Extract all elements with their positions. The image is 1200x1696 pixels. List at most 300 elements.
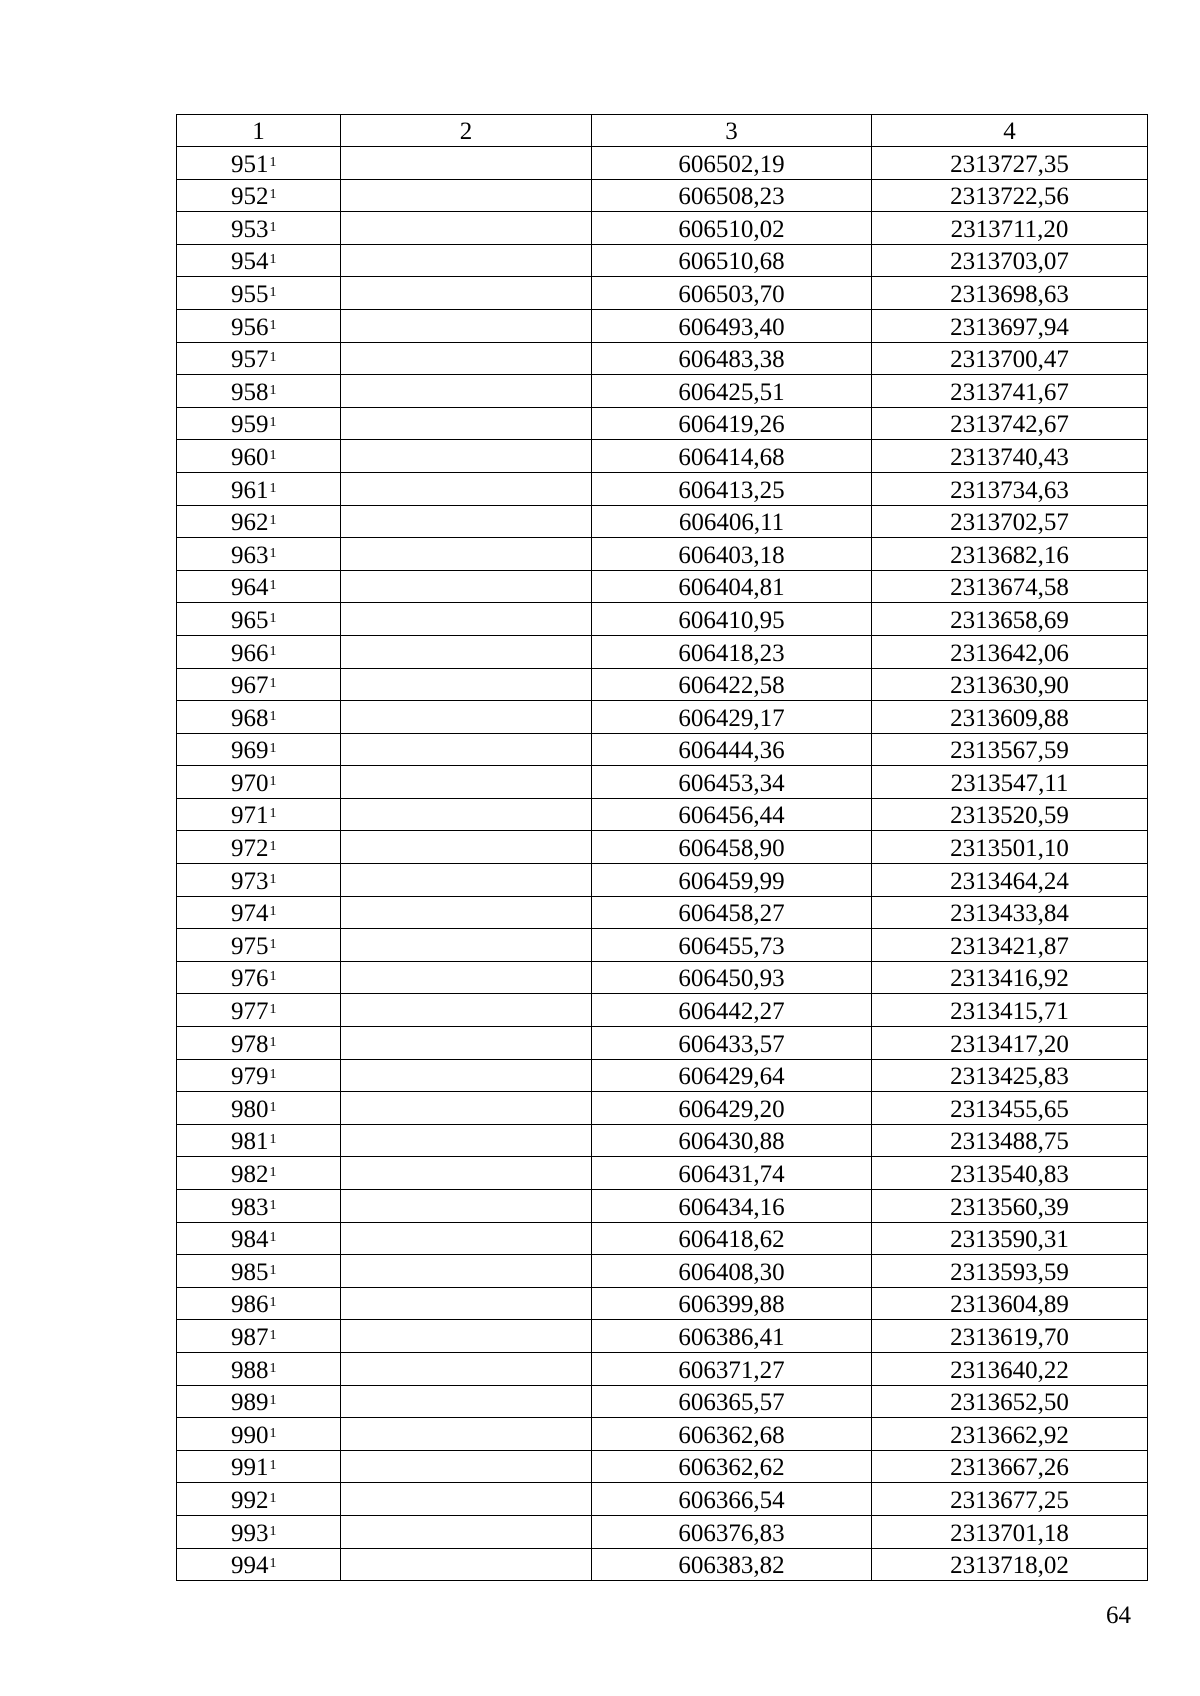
point-number-cell: [177, 570, 341, 603]
y-coordinate-cell: 2313722,56: [872, 179, 1148, 212]
point-superscript: 1: [269, 1393, 277, 1409]
x-coordinate-cell: 606431,74: [592, 1157, 872, 1190]
point-number: 953: [231, 215, 269, 243]
x-coordinate-cell: 606362,68: [592, 1418, 872, 1451]
x-coordinate-cell: 606459,99: [592, 864, 872, 897]
x-coordinate-cell: 606453,34: [592, 766, 872, 799]
point-number: 987: [231, 1323, 269, 1351]
point-superscript: 1: [269, 1490, 277, 1506]
page-number: 64: [1106, 1602, 1131, 1629]
col2-cell: [341, 342, 592, 375]
x-coordinate-cell: 606414,68: [592, 440, 872, 473]
point-superscript: 1: [269, 904, 277, 920]
point-number-cell: [177, 635, 341, 668]
point-superscript: 1: [269, 480, 277, 496]
point-number: 982: [231, 1161, 269, 1188]
point-superscript: 1: [269, 773, 277, 789]
table-row: [177, 1320, 1148, 1353]
x-coordinate-cell: 606366,54: [592, 1483, 872, 1516]
table-row: [177, 1124, 1148, 1157]
table-row: [177, 309, 1148, 342]
col2-cell: [341, 472, 592, 505]
point-number: 979: [231, 1063, 269, 1091]
point-number-cell: [177, 277, 341, 310]
point-number-cell: [177, 961, 341, 994]
col2-cell: [341, 1483, 592, 1516]
point-number-cell: [177, 929, 341, 962]
col2-cell: [341, 1027, 592, 1060]
point-superscript: 1: [269, 415, 277, 431]
x-coordinate-cell: 606503,70: [592, 277, 872, 310]
point-number-cell: [177, 1548, 341, 1581]
header-col-1: 1: [177, 115, 341, 147]
x-coordinate-cell: 606362,62: [592, 1450, 872, 1483]
point-superscript: 1: [269, 1197, 277, 1213]
col2-cell: [341, 994, 592, 1027]
x-coordinate-cell: 606365,57: [592, 1385, 872, 1418]
y-coordinate-cell: 2313642,06: [872, 635, 1148, 668]
col2-cell: [341, 635, 592, 668]
col2-cell: [341, 668, 592, 701]
col2-cell: [341, 1450, 592, 1483]
col2-cell: [341, 1157, 592, 1190]
point-number-cell: [177, 798, 341, 831]
point-superscript: 1: [269, 1523, 277, 1539]
point-number: 961: [231, 476, 269, 504]
point-number: 969: [231, 737, 269, 765]
point-superscript: 1: [269, 154, 277, 170]
point-superscript: 1: [269, 936, 277, 952]
y-coordinate-cell: 2313697,94: [872, 309, 1148, 342]
point-number: 970: [231, 769, 269, 797]
point-number-cell: [177, 309, 341, 342]
y-coordinate-cell: 2313415,71: [872, 994, 1148, 1027]
y-coordinate-cell: 2313604,89: [872, 1287, 1148, 1320]
point-number-cell: [177, 1190, 341, 1223]
col2-cell: [341, 1190, 592, 1223]
col2-cell: [341, 603, 592, 636]
y-coordinate-cell: 2313667,26: [872, 1450, 1148, 1483]
table-row: [177, 733, 1148, 766]
point-number-cell: [177, 766, 341, 799]
y-coordinate-cell: 2313520,59: [872, 798, 1148, 831]
point-number-cell: [177, 994, 341, 1027]
y-coordinate-cell: 2313742,67: [872, 407, 1148, 440]
x-coordinate-cell: 606399,88: [592, 1287, 872, 1320]
y-coordinate-cell: 2313488,75: [872, 1124, 1148, 1157]
col2-cell: [341, 961, 592, 994]
point-number-cell: [177, 505, 341, 538]
point-number-cell: [177, 1124, 341, 1157]
point-number-cell: [177, 1287, 341, 1320]
point-superscript: 1: [269, 1002, 277, 1018]
col2-cell: [341, 440, 592, 473]
point-number: 989: [231, 1389, 269, 1417]
point-number: 968: [231, 704, 269, 732]
table-row: [177, 701, 1148, 734]
point-number-cell: [177, 342, 341, 375]
point-superscript: 1: [269, 252, 277, 268]
y-coordinate-cell: 2313630,90: [872, 668, 1148, 701]
table-row: [177, 831, 1148, 864]
y-coordinate-cell: 2313464,24: [872, 864, 1148, 897]
table-row: [177, 1059, 1148, 1092]
point-superscript: 1: [269, 1458, 277, 1474]
point-number-cell: [177, 701, 341, 734]
table-row: [177, 1352, 1148, 1385]
table-row: [177, 505, 1148, 538]
x-coordinate-cell: 606408,30: [592, 1255, 872, 1288]
table-row: [177, 929, 1148, 962]
point-number: 966: [231, 639, 269, 667]
point-number: 974: [231, 900, 269, 928]
x-coordinate-cell: 606418,62: [592, 1222, 872, 1255]
y-coordinate-cell: 2313727,35: [872, 147, 1148, 180]
table-row: [177, 603, 1148, 636]
x-coordinate-cell: 606510,68: [592, 244, 872, 277]
table-row: [177, 1515, 1148, 1548]
y-coordinate-cell: 2313702,57: [872, 505, 1148, 538]
point-number-cell: [177, 440, 341, 473]
point-superscript: 1: [269, 578, 277, 594]
point-superscript: 1: [269, 1327, 277, 1343]
y-coordinate-cell: 2313593,59: [872, 1255, 1148, 1288]
x-coordinate-cell: 606434,16: [592, 1190, 872, 1223]
col2-cell: [341, 244, 592, 277]
point-superscript: 1: [269, 513, 277, 529]
y-coordinate-cell: 2313674,58: [872, 570, 1148, 603]
point-superscript: 1: [269, 1230, 277, 1246]
x-coordinate-cell: 606429,64: [592, 1059, 872, 1092]
table-row: [177, 1222, 1148, 1255]
y-coordinate-cell: 2313677,25: [872, 1483, 1148, 1516]
y-coordinate-cell: 2313662,92: [872, 1418, 1148, 1451]
point-number: 991: [231, 1454, 269, 1482]
x-coordinate-cell: 606455,73: [592, 929, 872, 962]
table-row: [177, 147, 1148, 180]
x-coordinate-cell: 606429,20: [592, 1092, 872, 1125]
point-number: 981: [231, 1128, 269, 1156]
col2-cell: [341, 1515, 592, 1548]
point-superscript: 1: [269, 1099, 277, 1115]
point-number-cell: [177, 733, 341, 766]
point-number: 960: [231, 443, 269, 471]
point-superscript: 1: [269, 219, 277, 235]
table-body: [177, 147, 1148, 1581]
col2-cell: [341, 1287, 592, 1320]
point-number-cell: [177, 212, 341, 245]
x-coordinate-cell: 606371,27: [592, 1352, 872, 1385]
point-superscript: 1: [269, 317, 277, 333]
point-superscript: 1: [269, 1067, 277, 1083]
x-coordinate-cell: 606403,18: [592, 538, 872, 571]
y-coordinate-cell: 2313718,02: [872, 1548, 1148, 1581]
table-row: [177, 1092, 1148, 1125]
x-coordinate-cell: 606430,88: [592, 1124, 872, 1157]
header-col-2: 2: [341, 115, 592, 147]
table-row: [177, 1418, 1148, 1451]
point-number: 951: [231, 150, 269, 178]
x-coordinate-cell: 606458,27: [592, 896, 872, 929]
table-row: [177, 440, 1148, 473]
point-number-cell: [177, 1515, 341, 1548]
point-number-cell: [177, 538, 341, 571]
point-number: 967: [231, 672, 269, 700]
y-coordinate-cell: 2313734,63: [872, 472, 1148, 505]
point-number: 973: [231, 867, 269, 895]
point-number: 975: [231, 932, 269, 960]
x-coordinate-cell: 606510,02: [592, 212, 872, 245]
x-coordinate-cell: 606502,19: [592, 147, 872, 180]
col2-cell: [341, 147, 592, 180]
point-number-cell: [177, 244, 341, 277]
col2-cell: [341, 570, 592, 603]
point-superscript: 1: [269, 187, 277, 203]
point-number: 983: [231, 1193, 269, 1221]
y-coordinate-cell: 2313619,70: [872, 1320, 1148, 1353]
y-coordinate-cell: 2313455,65: [872, 1092, 1148, 1125]
header-col-3: 3: [592, 115, 872, 147]
table-row: [177, 342, 1148, 375]
point-number-cell: [177, 896, 341, 929]
x-coordinate-cell: 606376,83: [592, 1515, 872, 1548]
point-number: 976: [231, 965, 269, 993]
point-number-cell: [177, 864, 341, 897]
x-coordinate-cell: 606493,40: [592, 309, 872, 342]
y-coordinate-cell: 2313425,83: [872, 1059, 1148, 1092]
col2-cell: [341, 179, 592, 212]
coordinates-table: [176, 114, 1148, 1581]
table-row: [177, 375, 1148, 408]
x-coordinate-cell: 606429,17: [592, 701, 872, 734]
point-number-cell: [177, 668, 341, 701]
col2-cell: [341, 798, 592, 831]
y-coordinate-cell: 2313682,16: [872, 538, 1148, 571]
y-coordinate-cell: 2313560,39: [872, 1190, 1148, 1223]
point-number: 972: [231, 835, 269, 863]
point-number: 963: [231, 541, 269, 569]
point-number-cell: [177, 375, 341, 408]
y-coordinate-cell: 2313658,69: [872, 603, 1148, 636]
point-superscript: 1: [269, 1360, 277, 1376]
y-coordinate-cell: 2313567,59: [872, 733, 1148, 766]
y-coordinate-cell: 2313652,50: [872, 1385, 1148, 1418]
y-coordinate-cell: 2313416,92: [872, 961, 1148, 994]
col2-cell: [341, 1548, 592, 1581]
y-coordinate-cell: 2313590,31: [872, 1222, 1148, 1255]
point-number: 955: [231, 280, 269, 308]
point-number: 978: [231, 1030, 269, 1058]
point-superscript: 1: [269, 382, 277, 398]
table-row: [177, 766, 1148, 799]
x-coordinate-cell: 606458,90: [592, 831, 872, 864]
table-row: [177, 277, 1148, 310]
point-number: 962: [231, 509, 269, 537]
col2-cell: [341, 505, 592, 538]
point-number: 986: [231, 1291, 269, 1319]
table-row: [177, 407, 1148, 440]
point-number: 984: [231, 1226, 269, 1254]
col2-cell: [341, 1222, 592, 1255]
point-superscript: 1: [269, 839, 277, 855]
x-coordinate-cell: 606450,93: [592, 961, 872, 994]
point-superscript: 1: [269, 969, 277, 985]
point-superscript: 1: [269, 806, 277, 822]
point-superscript: 1: [269, 676, 277, 692]
col2-cell: [341, 309, 592, 342]
point-number: 959: [231, 411, 269, 439]
table-row: [177, 1027, 1148, 1060]
x-coordinate-cell: 606508,23: [592, 179, 872, 212]
table-row: [177, 1157, 1148, 1190]
col2-cell: [341, 831, 592, 864]
table-row: [177, 570, 1148, 603]
col2-cell: [341, 1385, 592, 1418]
col2-cell: [341, 277, 592, 310]
y-coordinate-cell: 2313698,63: [872, 277, 1148, 310]
y-coordinate-cell: 2313547,11: [872, 766, 1148, 799]
point-number: 971: [231, 802, 269, 830]
x-coordinate-cell: 606483,38: [592, 342, 872, 375]
x-coordinate-cell: 606442,27: [592, 994, 872, 1027]
point-superscript: 1: [269, 643, 277, 659]
x-coordinate-cell: 606419,26: [592, 407, 872, 440]
x-coordinate-cell: 606444,36: [592, 733, 872, 766]
table-row: [177, 1287, 1148, 1320]
y-coordinate-cell: 2313540,83: [872, 1157, 1148, 1190]
y-coordinate-cell: 2313740,43: [872, 440, 1148, 473]
point-number-cell: [177, 1027, 341, 1060]
y-coordinate-cell: 2313700,47: [872, 342, 1148, 375]
point-number: 980: [231, 1095, 269, 1123]
table-row: [177, 1548, 1148, 1581]
col2-cell: [341, 538, 592, 571]
point-number-cell: [177, 179, 341, 212]
point-number-cell: [177, 1352, 341, 1385]
y-coordinate-cell: 2313609,88: [872, 701, 1148, 734]
col2-cell: [341, 766, 592, 799]
point-number-cell: [177, 1157, 341, 1190]
point-superscript: 1: [269, 545, 277, 561]
point-superscript: 1: [269, 1034, 277, 1050]
y-coordinate-cell: 2313711,20: [872, 212, 1148, 245]
x-coordinate-cell: 606418,23: [592, 635, 872, 668]
point-number-cell: [177, 603, 341, 636]
table-row: [177, 1385, 1148, 1418]
x-coordinate-cell: 606410,95: [592, 603, 872, 636]
col2-cell: [341, 701, 592, 734]
point-superscript: 1: [269, 610, 277, 626]
point-number-cell: [177, 1483, 341, 1516]
x-coordinate-cell: 606404,81: [592, 570, 872, 603]
point-number: 977: [231, 998, 269, 1026]
point-number: 985: [231, 1258, 269, 1286]
point-number: 956: [231, 313, 269, 341]
point-number-cell: [177, 1092, 341, 1125]
col2-cell: [341, 864, 592, 897]
point-number: 992: [231, 1486, 269, 1514]
table-row: [177, 668, 1148, 701]
x-coordinate-cell: 606406,11: [592, 505, 872, 538]
col2-cell: [341, 1059, 592, 1092]
point-number-cell: [177, 831, 341, 864]
table-row: [177, 1450, 1148, 1483]
point-superscript: 1: [269, 350, 277, 366]
x-coordinate-cell: 606413,25: [592, 472, 872, 505]
point-number-cell: [177, 407, 341, 440]
point-number-cell: [177, 1059, 341, 1092]
col2-cell: [341, 407, 592, 440]
col2-cell: [341, 1320, 592, 1353]
table-row: [177, 244, 1148, 277]
header-col-4: 4: [872, 115, 1148, 147]
point-number: 988: [231, 1356, 269, 1384]
y-coordinate-cell: 2313741,67: [872, 375, 1148, 408]
table-row: [177, 212, 1148, 245]
col2-cell: [341, 1418, 592, 1451]
table-row: [177, 538, 1148, 571]
x-coordinate-cell: 606425,51: [592, 375, 872, 408]
x-coordinate-cell: 606383,82: [592, 1548, 872, 1581]
point-number-cell: [177, 1222, 341, 1255]
col2-cell: [341, 1352, 592, 1385]
point-superscript: 1: [269, 1556, 277, 1572]
point-number: 965: [231, 606, 269, 634]
point-number: 964: [231, 574, 269, 602]
point-number-cell: [177, 1385, 341, 1418]
y-coordinate-cell: 2313703,07: [872, 244, 1148, 277]
table-header: [177, 115, 1148, 147]
point-number-cell: [177, 147, 341, 180]
point-number-cell: [177, 1450, 341, 1483]
x-coordinate-cell: 606422,58: [592, 668, 872, 701]
table-row: [177, 896, 1148, 929]
table-row: [177, 1255, 1148, 1288]
y-coordinate-cell: 2313501,10: [872, 831, 1148, 864]
table-row: [177, 1483, 1148, 1516]
point-superscript: 1: [269, 1132, 277, 1148]
col2-cell: [341, 929, 592, 962]
point-number-cell: [177, 1255, 341, 1288]
point-number-cell: [177, 472, 341, 505]
col2-cell: [341, 375, 592, 408]
point-number: 952: [231, 183, 269, 211]
table-row: [177, 798, 1148, 831]
table-row: [177, 472, 1148, 505]
point-superscript: 1: [269, 284, 277, 300]
table-row: [177, 994, 1148, 1027]
point-superscript: 1: [269, 708, 277, 724]
point-superscript: 1: [269, 1165, 277, 1180]
x-coordinate-cell: 606433,57: [592, 1027, 872, 1060]
point-number: 954: [231, 248, 269, 276]
col2-cell: [341, 1092, 592, 1125]
y-coordinate-cell: 2313421,87: [872, 929, 1148, 962]
col2-cell: [341, 896, 592, 929]
y-coordinate-cell: 2313640,22: [872, 1352, 1148, 1385]
col2-cell: [341, 212, 592, 245]
y-coordinate-cell: 2313417,20: [872, 1027, 1148, 1060]
point-number: 994: [231, 1552, 269, 1580]
table-row: [177, 635, 1148, 668]
table-row: [177, 864, 1148, 897]
point-superscript: 1: [269, 447, 277, 463]
table-row: [177, 179, 1148, 212]
table-row: [177, 961, 1148, 994]
header-row: [177, 115, 1148, 147]
point-superscript: 1: [269, 1295, 277, 1311]
point-number: 993: [231, 1519, 269, 1547]
